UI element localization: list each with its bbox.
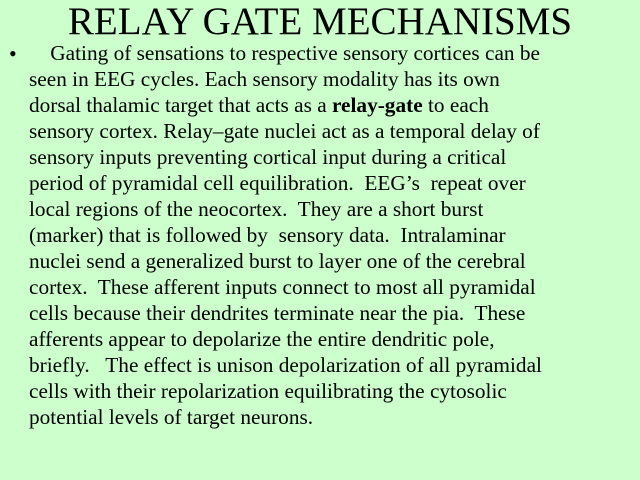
body-line-3 — [29, 92, 489, 118]
bullet-icon: • — [9, 41, 17, 66]
body-line-1: Gating of sensations to respective sensory cortices can be — [29, 41, 540, 65]
slide-title: RELAY GATE MECHANISMS — [67, 0, 573, 43]
body-line-7: local regions of the neocortex. They are a short burst — [29, 197, 484, 221]
body-line-6: period of pyramidal cell equilibration. EEG’s repeat over — [29, 171, 526, 195]
body-line-9: nuclei send a generalized burst to layer one of the cerebral — [29, 249, 526, 273]
body-line-3-end: to each — [422, 93, 489, 117]
body-line-3-start: dorsal thalamic target that acts as a — [29, 93, 332, 117]
relay-gate-term: relay-gate — [331, 93, 423, 117]
body-line-14: cells with their repolarization equilibrating the cytosolic — [29, 379, 507, 403]
body-line-11: cells because their dendrites terminate near the pia. These — [29, 301, 526, 325]
body-line-5: sensory inputs preventing cortical input during a critical — [29, 145, 507, 169]
body-line-15: potential levels of target neurons. — [29, 405, 314, 429]
body-line-8: (marker) that is followed by sensory data. Intralaminar — [29, 223, 506, 247]
body-line-13: briefly. The effect is unison depolarization of all pyramidal — [29, 353, 542, 377]
body-line-10: cortex. These afferent inputs connect to most all pyramidal — [29, 275, 536, 299]
body-line-2: seen in EEG cycles. Each sensory modality has its own — [29, 67, 500, 91]
body-line-4: sensory cortex. Relay–gate nuclei act as a temporal delay of — [29, 119, 540, 143]
body-line-12: afferents appear to depolarize the entire dendritic pole, — [29, 327, 495, 351]
